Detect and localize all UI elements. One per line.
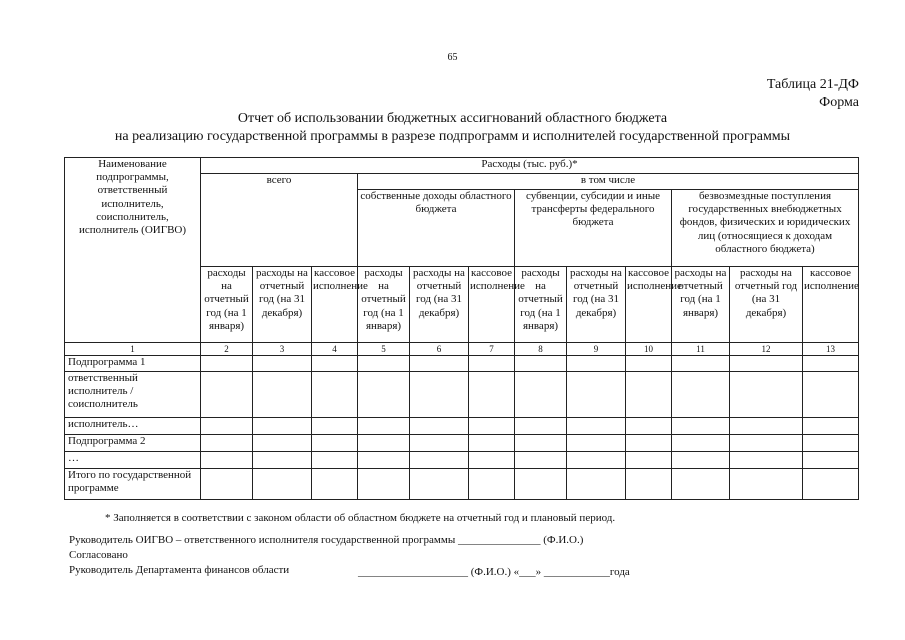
total-header: всего [201,174,358,267]
document-title-line1: Отчет об использовании бюджетных ассигнований областного бюджета [237,111,668,126]
page-number: 65 [447,52,458,63]
document-title-line2: на реализацию государственной программы в разрезе подпрограмм и исполнителей государственной программы [114,129,791,144]
column-number: 9 [567,343,626,356]
col-header-jan1: расходы на отчетный год (на 1 января) [358,267,410,343]
report-table [64,157,859,500]
column-number: 10 [626,343,672,356]
table-row [65,418,859,435]
name-column-header: Наименование подпрограммы, ответственный исполнитель, соисполнитель, исполнитель (ОИГВО) [65,158,201,343]
row-label: ответственный исполнитель / соисполнитель [65,372,201,418]
col-header-dec31: расходы на отчетный год (на 31 декабря) [253,267,312,343]
row-label: Итого по государственной программе [65,469,201,500]
column-number: 3 [253,343,312,356]
table-id: Таблица 21-ДФ [766,77,859,92]
col-header-dec31: расходы на отчетный год (на 31 декабря) [567,267,626,343]
group-own-revenue: собственные доходы областного бюджета [358,190,515,267]
row-label: … [65,452,201,469]
form-label: Форма [819,95,859,110]
including-header: в том числе [358,174,859,190]
column-number: 8 [515,343,567,356]
column-number: 13 [803,343,859,356]
signature-agreed: Согласовано [69,549,128,561]
table-row [65,435,859,452]
row-label: Подпрограмма 2 [65,435,201,452]
column-number: 11 [672,343,730,356]
signature-oigvo: Руководитель ОИГВО – ответственного исполнителя государственной программы _______________ (Ф.И.О.) [69,534,584,546]
col-header-cash: кассовое исполнение [626,267,672,343]
footnote: * Заполняется в соответствии с законом области об областном бюджете на отчетный год и плановый период. [105,512,616,524]
col-header-dec31: расходы на отчетный год (на 31 декабря) [410,267,469,343]
signature-finance-label: Руководитель Департамента финансов области [69,564,290,576]
col-header-jan1: расходы на отчетный год (на 1 января) [515,267,567,343]
row-label: Подпрограмма 1 [65,356,201,372]
col-header-cash: кассовое исполнение [803,267,859,343]
column-number: 5 [358,343,410,356]
expenses-header: Расходы (тыс. руб.)* [201,158,859,174]
column-number: 2 [201,343,253,356]
table-row [65,372,859,418]
col-header-jan1: расходы на отчетный год (на 1 января) [201,267,253,343]
col-header-dec31: расходы на отчетный год (на 31 декабря) [730,267,803,343]
column-number: 4 [312,343,358,356]
table-row [65,452,859,469]
column-number: 12 [730,343,803,356]
col-header-jan1: расходы на отчетный год (на 1 января) [672,267,730,343]
row-label: исполнитель… [65,418,201,435]
group-free-receipts: безвозмездные поступления государственных внебюджетных фондов, физических и юридических лиц (относящиеся к доходам областного бюджета) [672,190,859,267]
col-header-cash: кассовое исполнение [312,267,358,343]
table-row [65,469,859,500]
col-header-cash: кассовое исполнение [469,267,515,343]
signature-finance-fields: ____________________ (Ф.И.О.) «___» ____________года [358,566,630,578]
table-row [65,356,859,372]
group-federal-transfers: субвенции, субсидии и иные трансферты федерального бюджета [515,190,672,267]
column-number: 6 [410,343,469,356]
column-number: 1 [65,343,201,356]
column-number: 7 [469,343,515,356]
